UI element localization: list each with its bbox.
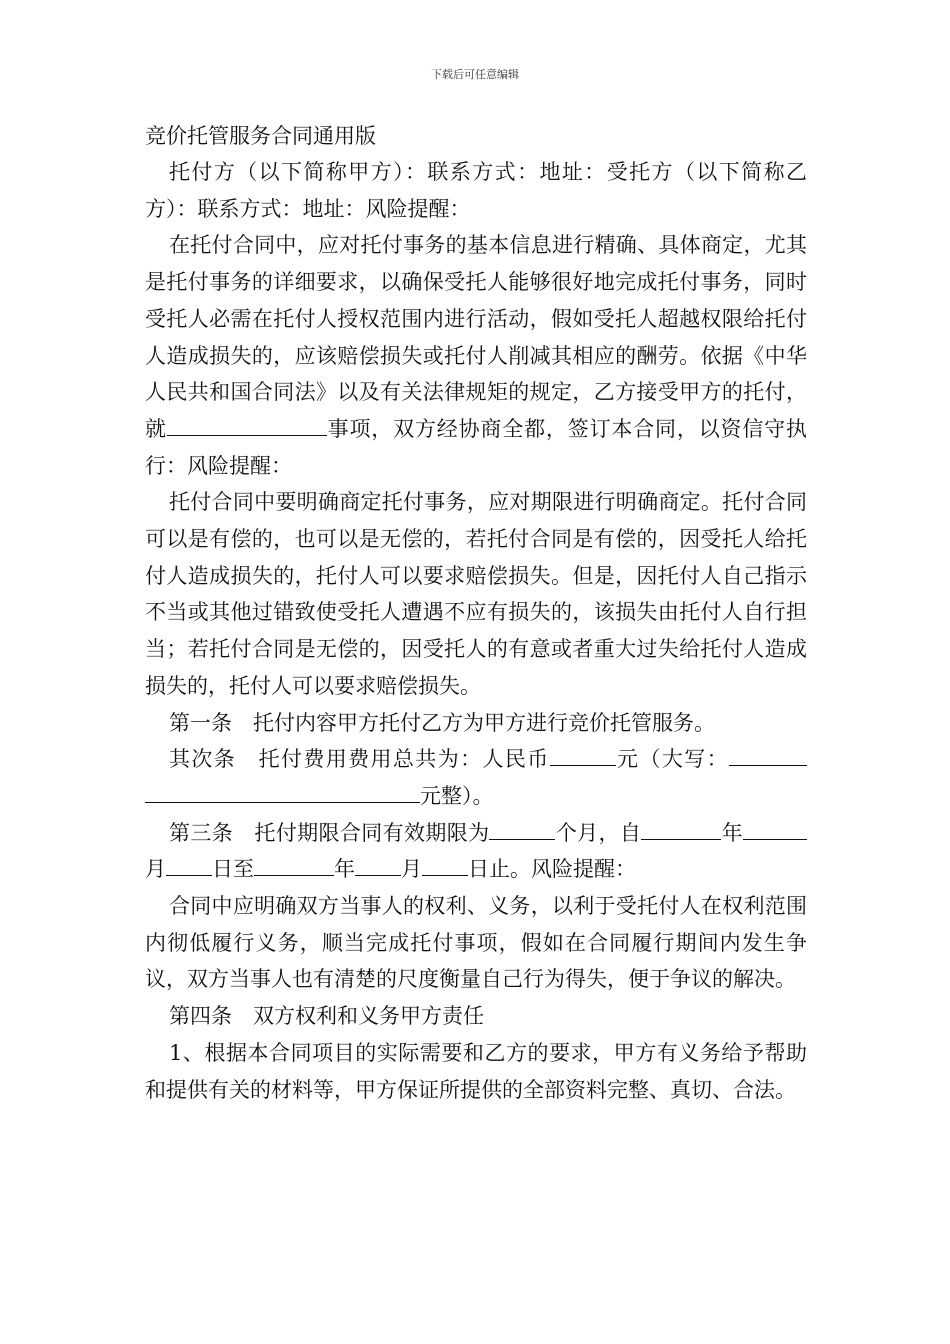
end-day-blank [422, 853, 468, 876]
amount-words-blank-2 [145, 780, 420, 803]
article-3-text-f: 年 [334, 857, 355, 882]
parties-paragraph: 托付方（以下简称甲方）：联系方式：地址：受托方（以下简称乙方）：联系方式：地址：风险提醒： [145, 160, 807, 221]
article-3-text-e: 日至 [212, 857, 254, 882]
article-3-text-a: 第三条 托付期限合同有效期限为 [169, 820, 490, 845]
risk-reminder-paragraph-1 [145, 227, 807, 484]
amount-blank [550, 743, 616, 766]
start-year-blank [641, 817, 721, 840]
article-2-text-a: 其次条 托付费用费用总共为：人民币 [169, 747, 550, 772]
amount-words-blank-1 [729, 743, 807, 766]
matter-blank [167, 413, 327, 436]
start-month-blank-a [743, 817, 775, 840]
risk-reminder-text-1b: 事项，双方经协商全都，签订本合同，以资信守执行：风险提醒： [145, 416, 808, 478]
start-month-blank-b [775, 817, 807, 840]
risk-reminder-text-1a: 在托付合同中，应对托付事务的基本信息进行精确、具体商定，尤其是托付事务的详细要求，以确保受托人能够很好地完成托付事务，同时受托人必需在托付人授权范围内进行活动，假如受托人超越权限给托付人造成损失的，应该赔偿损失或托付人削减其相应的酬劳。依据《中华人民共和国合同法》以及有关法律规矩的规定，乙方接受甲方的托付，就 [145, 233, 807, 441]
end-year-blank [254, 853, 334, 876]
article-2-text-b: 元（大写： [615, 747, 730, 772]
article-3-text-b: 个月，自 [555, 820, 642, 845]
risk-reminder-paragraph-3: 合同中应明确双方当事人的权利、义务，以利于受托付人在权利范围内彻低履行义务，顺当完成托付事项，假如在合同履行期间内发生争议，双方当事人也有清楚的尺度衡量自己行为得失，便于争议的解决。 [145, 894, 807, 992]
article-2-text-c: 元整）。 [420, 783, 494, 808]
article-3-text-g: 月 [401, 857, 422, 882]
article-4: 第四条 双方权利和义务甲方责任 [169, 1004, 484, 1029]
article-3-text-c: 年 [721, 820, 744, 845]
end-month-blank [355, 853, 401, 876]
months-blank [489, 817, 555, 840]
article-2 [145, 741, 807, 814]
article-4-item-1: 1、根据本合同项目的实际需要和乙方的要求，甲方有义务给予帮助和提供有关的材料等，甲方保证所提供的全部资料完整、真切、合法。 [145, 1040, 807, 1102]
header-note: 下载后可任意编辑 [431, 68, 519, 81]
article-1: 第一条 托付内容甲方托付乙方为甲方进行竞价托管服务。 [169, 710, 715, 735]
document-title: 竞价托管服务合同通用版 [145, 124, 376, 148]
start-day-blank [166, 853, 212, 876]
document-body [145, 118, 807, 1108]
article-3 [145, 815, 807, 888]
article-3-text-h: 日止。风险提醒： [468, 857, 636, 882]
article-3-text-d: 月 [145, 857, 166, 882]
risk-reminder-paragraph-2: 托付合同中要明确商定托付事务，应对期限进行明确商定。托付合同可以是有偿的，也可以是无偿的，若托付合同是有偿的，因受托人给托付人造成损失的，托付人可以要求赔偿损失。但是，因托付人自己指示不当或其他过错致使受托人遭遇不应有损失的，该损失由托付人自行担当；若托付合同是无偿的，因受托人的有意或者重大过失给托付人造成损失的，托付人可以要求赔偿损失。 [145, 490, 807, 698]
